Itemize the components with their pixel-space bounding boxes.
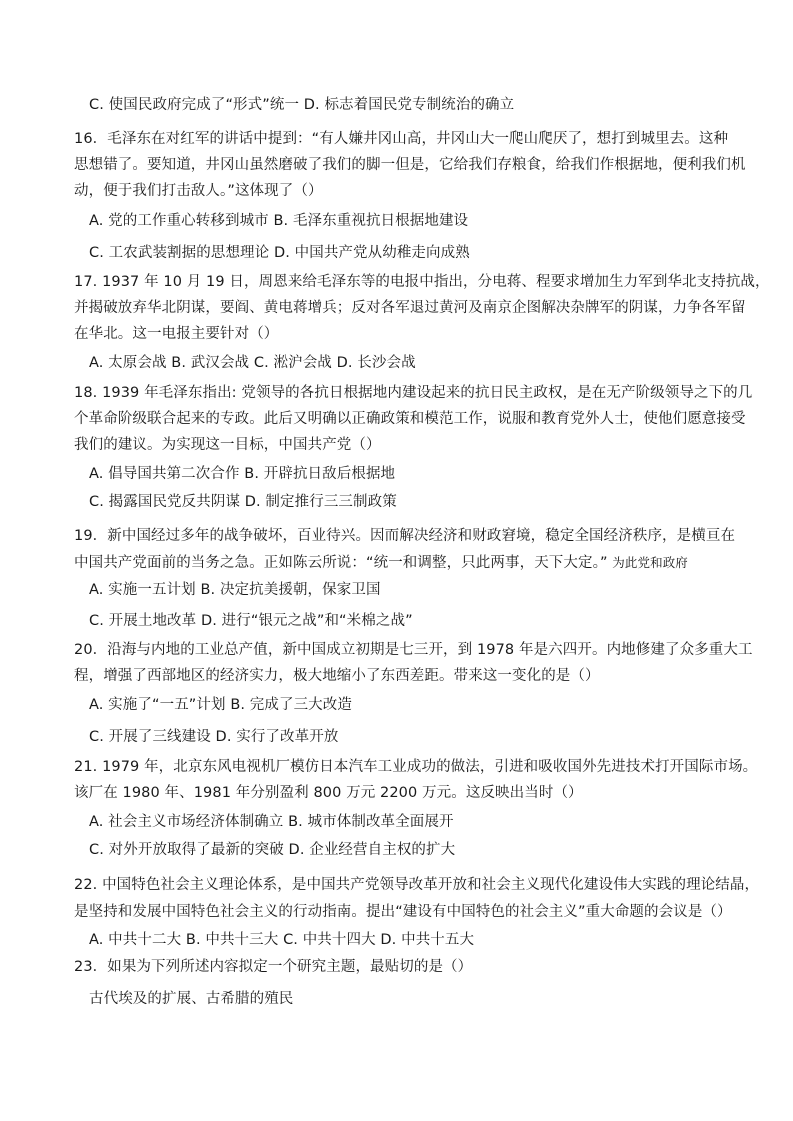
q22-stem-line-2: 是坚持和发展中国特色社会主义的行动指南。提出“建设有中国特色的社会主义”重大命题的会议是（） <box>74 904 732 920</box>
q19-stem-line-1: 19．新中国经过多年的战争破坏，百业待兴。因而解决经济和财政窘境，稳定全国经济秩序，是横亘在 <box>74 528 736 544</box>
q19-stem-line-2 <box>74 553 688 573</box>
q19-stem-tail: 为此党和政府 <box>612 555 688 570</box>
q17-options: A. 太原会战 B. 武汉会战 C. 淞沪会战 D. 长沙会战 <box>89 355 416 371</box>
q19-stem-quote: 中国共产党面前的当务之急。正如陈云所说：“统一和调整，只此两事，天下大定。” <box>74 555 608 571</box>
q16-stem-line-1: 16．毛泽东在对红军的讲话中提到：“有人嫌井冈山高，井冈山大一爬山爬厌了，想打到城里去。这种 <box>74 131 729 147</box>
q21-stem-line-1: 21. 1979 年，北京东风电视机厂模仿日本汽车工业成功的做法，引进和吸收国外先进技术打开国际市场。 <box>74 759 758 775</box>
q18-option-ab: A. 倡导国共第二次合作 B. 开辟抗日敌后根据地 <box>89 466 396 482</box>
q16-option-ab: A. 党的工作重心转移到城市 B. 毛泽东重视抗日根据地建设 <box>89 213 469 229</box>
q21-stem-line-2: 该厂在 1980 年、1981 年分别盈利 800 万元 2200 万元。这反映出当时（） <box>74 785 583 801</box>
q15-option-cd: C. 使国民政府完成了“形式”统一 D. 标志着国民党专制统治的确立 <box>89 97 515 113</box>
q19-option-ab: A. 实施一五计划 B. 决定抗美援朝，保家卫国 <box>89 582 381 598</box>
q18-stem-line-1: 18. 1939 年毛泽东指出: 党领导的各抗日根据地内建设起来的抗日民主政权，是在无产阶级领导之下的几 <box>74 385 753 401</box>
q22-stem-line-1: 22. 中国特色社会主义理论体系，是中国共产党领导改革开放和社会主义现代化建设伟大实践的理论结晶， <box>74 877 760 893</box>
q17-stem-line-3: 在华北。这一电报主要针对（） <box>74 326 279 342</box>
q18-option-cd: C. 揭露国民党反共阴谋 D. 制定推行三三制政策 <box>89 494 397 510</box>
q20-stem-line-1: 20．沿海与内地的工业总产值，新中国成立初期是七三开，到 1978 年是六四开。内地修建了众多重大工 <box>74 642 753 658</box>
q21-option-cd: C. 对外开放取得了最新的突破 D. 企业经营自主权的扩大 <box>89 842 456 858</box>
q23-material: 古代埃及的扩展、古希腊的殖民 <box>89 991 294 1007</box>
q23-stem: 23．如果为下列所述内容拟定一个研究主题，最贴切的是（） <box>74 959 473 975</box>
q18-stem-line-3: 我们的建议。为实现这一目标，中国共产党（） <box>74 437 381 453</box>
q16-option-cd: C. 工农武装割据的思想理论 D. 中国共产党从幼稚走向成熟 <box>89 245 470 261</box>
q22-options: A. 中共十二大 B. 中共十三大 C. 中共十四大 D. 中共十五大 <box>89 932 475 948</box>
q16-stem-line-3: 动，便于我们打击敌人。”这体现了（） <box>74 183 323 199</box>
q20-stem-line-2: 程，增强了西部地区的经济实力，极大地缩小了东西差距。带来这一变化的是（） <box>74 668 600 684</box>
q19-option-cd: C. 开展土地改革 D. 进行“银元之战”和“米棉之战” <box>89 613 413 629</box>
q17-stem-line-2: 并揭破放弃华北阴谋，要阎、黄电蒋增兵；反对各军退过黄河及南京企图解决杂牌军的阴谋，力争各军留 <box>74 300 746 316</box>
q17-stem-line-1: 17. 1937 年 10 月 19 日，周恩来给毛泽东等的电报中指出，分电蒋、程要求增加生力军到华北支持抗战， <box>74 274 770 290</box>
q20-option-cd: C. 开展了三线建设 D. 实行了改革开放 <box>89 729 339 745</box>
q20-option-ab: A. 实施了“一五”计划 B. 完成了三大改造 <box>89 697 352 713</box>
q18-stem-line-2: 个革命阶级联合起来的专政。此后又明确以正确政策和模范工作，说服和教育党外人士，使他们愿意接受 <box>74 411 746 427</box>
q16-stem-line-2: 思想错了。要知道，井冈山虽然磨破了我们的脚一但是，它给我们存粮食，给我们作根据地，便利我们机 <box>74 157 746 173</box>
q21-option-ab: A. 社会主义市场经济体制确立 B. 城市体制改革全面展开 <box>89 814 454 830</box>
